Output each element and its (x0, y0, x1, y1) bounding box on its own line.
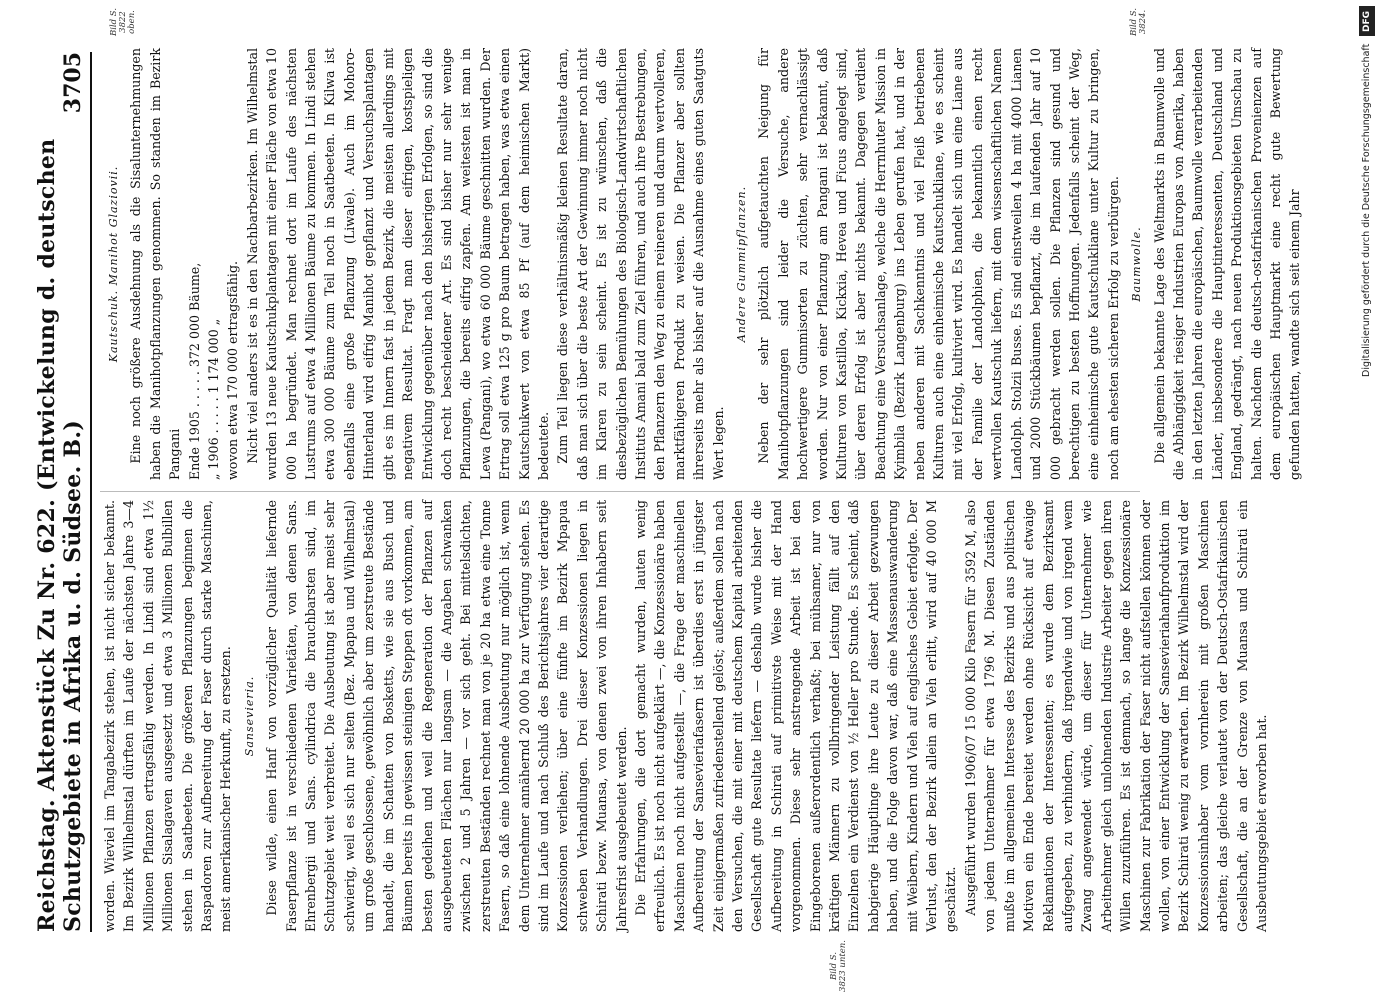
paragraph: Ende 1905 . . . . . 372 000 Bäume, (186, 262, 202, 480)
column-divider (100, 491, 1140, 492)
digitization-note: Digitalisierung gefördert durch die Deutsche Forschungsgemeinschaft (1361, 44, 1372, 378)
margin-note-left: Bild S. 3823 unten. (829, 940, 848, 992)
right-column (100, 48, 1303, 480)
dfg-logo: DFG (1359, 6, 1375, 36)
section-heading: Andere Gummipflanzen. (735, 185, 748, 343)
page-header (34, 52, 92, 932)
section-heading: Sansevieria. (242, 675, 256, 757)
margin-note-right-top: Bild S. 3822 oben. (109, 7, 137, 37)
paragraph: Die allgemein bekannte Lage des Weltmarkts in Baumwolle und die Abhängigkeit riesiger Industrien Europas von Amerika, haben in den letzten Jahren die europäischen, Baumwolle verarbeitenden Länder, insbesondere die Hauptinteressenten, Deutschland und England, gedrängt, nach neuen Produktionsgebieten Umschau zu halten. Nachdem die deutsch-ostafrikanischen Provenienzen auf dem europäischen Hauptmarkt eine recht gute Bewertung gefunden hatten, wandte sich seit einem Jahr (1151, 48, 1303, 480)
section-heading: Baumwolle. (1130, 226, 1144, 302)
paragraph: Zum Teil liegen diese verhältnismäßig kleinen Resultate daran, daß man sich über die beste Art der Gewinnung immer noch nicht im Klaren zu sein scheint. Es ist zu wünschen, daß die diesbezüglichen Bemühungen des Biologisch-Landwirtschaftlichen Instituts Amani bald zum Ziel führen, und auch ihre Bestrebungen, den Pflanzern den Weg zu einem reineren und darum wertvolleren, marktfähigeren Produkt zu weisen. Die Pflanzer aber sollten ihrerseits mehr als bisher auf die Ausnahme eines guten Saatguts Wert legen. (555, 48, 726, 480)
paragraph: Nicht viel anders ist es in den Nachbarbezirken. Im Wilhelmstal wurden 13 neue Kautschukplantagen mit einer Fläche von etwa 10 000 ha begründet. Man rechnet dort im Laufe des nächsten Lustrums auf etwa 4 Millionen Bäume zu kommen. In Lindi stehen etwa 300 000 Bäume zum Teil noch in Saatbeeten. In Kilwa ist ebenfalls eine große Pflanzung (Liwale). Auch im Mohoro-Hinterland wird eifrig Manihot gepflanzt und Versuchsplantagen gibt es im Innern fast in jedem Bezirk, die meisten allerdings mit negativem Resultat. Fragt man dieser eifrigen, kostspieligen Entwicklung gegenüber nach den bisherigen Erfolgen, so sind die doch recht bescheidener Art. Es sind bisher nur sehr wenige Pflanzungen, die bereits eifrig zapfen. Am weitesten ist man in Lewa (Pangani), wo etwa 60 000 Bäume geschnitten wurden. Der Ertrag soll etwa 125 g pro Baum betragen haben, was etwa einen Kautschukwert von etwa 85 Pf (auf dem heimischen Markt) bedeutete. (244, 48, 551, 480)
paragraph: worden. Wieviel im Tangabezirk stehen, ist nicht sicher bekannt. Im Bezirk Wilhelmstal dürften im Laufe der nächsten Jahre 3—4 Millionen Pflanzen ertragsfähig werden. In Lindi sind etwa 1½ Millionen Sisalagaven ausgesetzt und etwa 3 Millionen Bulbillen stehen in Saatbeeten. Die größeren Pflanzungen beginnen die Raspadoren zur Aufbereitung der Faser durch starke Maschinen, meist amerikanischer Herkunft, zu ersetzen. (102, 500, 234, 932)
paragraph: Eine noch größere Ausdehnung als die Sisalunternehmungen haben die Manihotpflanzungen genommen. So standen im Bezirk Pangani (128, 48, 183, 480)
paragraph: Die Erfahrungen, die dort gemacht wurden, lauten wenig erfreulich. Es ist noch nicht aufgeklärt —, die Konzessionäre haben Maschinen noch nicht aufgestellt —, die Frage der maschinellen Aufbereitung der Sansevieriafasern ist überdies erst in jüngster Zeit einigermaßen zufriedenstellend gelöst; außerdem sollen nach den Versuchen, die mit einer mit deutschem Kapital arbeitenden Gesellschaft gute Resultate liefern — deshalb wurde bisher die Aufbereitung in Schirati auf primitivste Weise mit der Hand vorgenommen. Diese sehr anstrengende Arbeit ist bei den Eingeborenen außerordentlich verhaßt; bei mühsamer, nur von kräftigen Männern zu vollbringender Leistung fällt auf den Einzelnen ein Verdienst von ½ Heller pro Stunde. Es scheint, daß habgierige Häuptlinge ihre Leute zu dieser Arbeit gezwungen haben, und die Folge davon war, daß eine Massenauswanderung mit Weibern, Kindern und Vieh auf englisches Gebiet erfolgte. Der Verlust, den der Bezirk allein an Vieh erlitt, wird auf 40 000 M geschätzt. (632, 500, 959, 932)
running-title: Reichstag. Aktenstück Zu Nr. 622. (Entwickelung d. deutschen Schutzgebiete in Afrika u. d. Südsee. B.) (34, 138, 86, 932)
paragraph: „ 1906 . . . . . 1 174 000 „ (206, 318, 222, 480)
section-heading: Kautschuk. Manihot Glaziovii. (107, 165, 120, 363)
paragraph: Diese wilde, einen Hanf von vorzüglicher Qualität liefernde Faserpflanze ist in verschiedenen Varietäten, von denen Sans. Ehrenbergii und Sans. cylindrica die brauchbarsten sind, im Schutzgebiet weit verbreitet. Die Ausbeutung ist aber meist sehr schwierig, weil es sich nur selten (Bez. Mpapua und Wilhelmstal) um große geschlossene, gewöhnlich aber um zerstreute Bestände handelt, die im Schatten von Bosketts, wie sie aus Busch und Bäumen bereits in gewissen steinigen Steppen oft vorkommen, am besten gedeihen und weil die Regeneration der Pflanzen auf ausgebeuteten Flächen nur langsam — die Angaben schwanken zwischen 2 und 5 Jahren — vor sich geht. Bei mittelsdichten, zerstreuten Beständen rechnet man von je 20 ha etwa eine Tonne Fasern, so daß eine lohnende Ausbeutung nur möglich ist, wenn dem Unternehmer annähernd 20 000 ha zur Verfügung stehen. Es sind im Laufe und nach Schluß des Berichtsjahres vier derartige Konzessionen verliehen; über eine fünfte im Bezirk Mpapua schweben Verhandlungen. Drei dieser Konzessionen liegen in Schirati bezw. Muansa, von denen zwei von ihren Inhabern seit Jahresfrist ausgebeutet werden. (264, 500, 629, 932)
paragraph: wovon etwa 170 000 ertragsfähig. (225, 260, 241, 480)
paragraph: Ausgeführt wurden 1906/07 15 000 Kilo Fasern für 3592 M, also von jedem Unternehmer für etwa 1796 M. Diesen Zuständen mußte im allgemeinen Interesse des Bezirks und aus politischen Motiven ein Ende bereitet werden ohne Rücksicht auf etwaige Reklamationen der Interessenten; es wurde dem Bezirksamt aufgegeben, zu verhindern, daß irgendwie und von irgend wem Zwang angewendet würde, um dieser für Unternehmer wie Arbeitnehmer gleich unlohnenden Industrie Arbeiter gegen ihren Willen zuzuführen. Es ist demnach, so lange die Konzessionäre Maschinen zur Fabrikation der Faser nicht aufstellen können oder wollen, von einer Entwicklung der Sansevieriahanfproduktion im Bezirk Schirati wenig zu erwarten. Im Bezirk Wilhelmstal wird der Konzessionsinhaber vom vornherein mit großen Maschinen arbeiten; das gleiche verlautet von der Deutsch-Ostafrikanischen Gesellschaft, die an der Grenze von Muansa und Schirati ein Ausbeutungsgebiet erworben hat. (962, 500, 1269, 932)
page-number: 3705 (60, 52, 86, 114)
paragraph: Neben der sehr plötzlich aufgetauchten Neigung für Manihotpflanzungen sind leider die Versuche, andere hochwertigere Gummisorten zu züchten, sehr vernachlässigt worden. Nur von einer Pflanzung am Pangani ist bekannt, daß Kulturen von Kastilloa, Kickxia, Hevea und Ficus angelegt sind, über deren Erfolg ist aber nichts bekannt. Dagegen verdient Beachtung eine Versuchsanlage, welche die Herrnhuter Mission in Kyimbila (Bezirk Langenburg) ins Leben gerufen hat, und in der neben anderen mit Sachkenntnis und viel Fleiß betriebenen Kulturen auch eine einheimische Kautschukliane, wie es scheint mit viel Erfolg, kultiviert wird. Es handelt sich um eine Liane aus der Familie der Landolphien, die bekanntlich einen recht wertvollen Kautschuk liefern, mit dem wissenschaftlichen Namen Landolph. Stolzii Busse. Es sind einstweilen 4 ha mit 4000 Lianen und 2000 Stückbäumen bepflanzt, die im laufenden Jahr auf 10 000 gebracht werden sollen. Die Pflanzen sind gesund und berechtigen zu besten Hoffnungen. Jedenfalls scheint der Weg, eine einheimische gute Kautschukliane unter Kultur zu bringen, noch am ehesten sicheren Erfolg zu verbürgen. (756, 48, 1121, 480)
left-column (100, 500, 1269, 932)
digitization-strip (1357, 0, 1379, 1000)
margin-note-right-mid: Bild S. 3824. (1129, 7, 1148, 37)
